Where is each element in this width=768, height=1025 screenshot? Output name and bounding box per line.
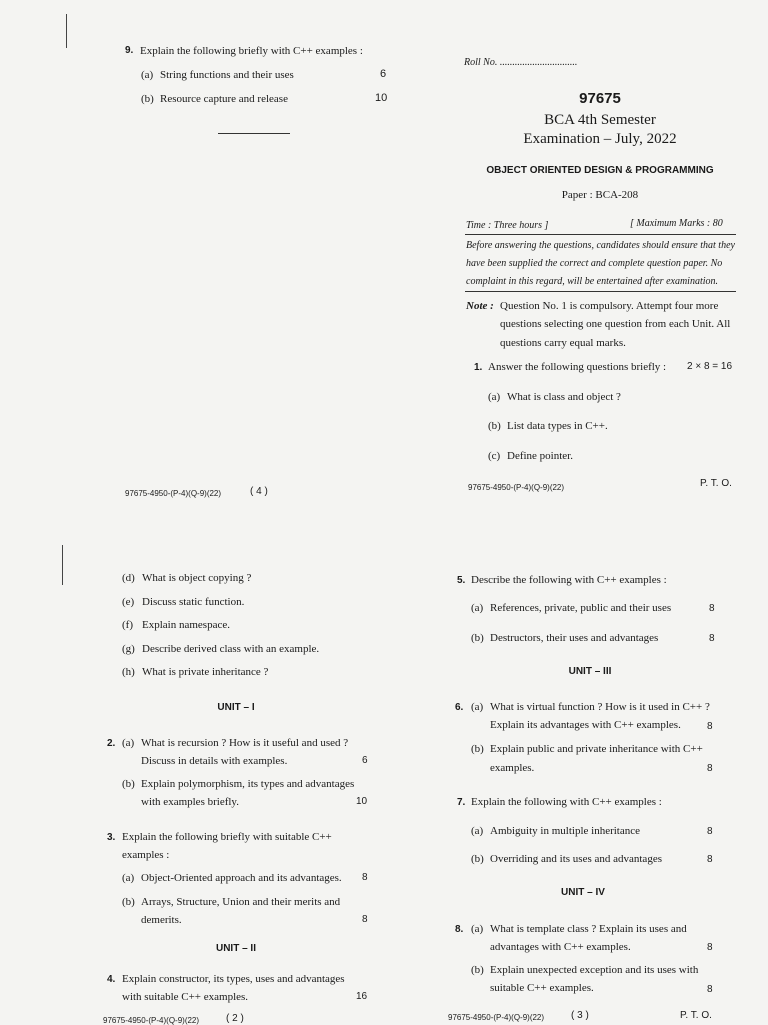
q8b-marks: 8: [707, 984, 713, 995]
unit-2-heading: UNIT – II: [215, 943, 256, 954]
q8a-line-1: What is template class ? Explain its uses and: [490, 923, 687, 935]
q8b-line-1: Explain unexpected exception and its uses with: [490, 964, 699, 976]
course-title: BCA 4th Semester: [544, 112, 656, 128]
q2b-line-1: Explain polymorphism, its types and advantages: [141, 778, 355, 790]
instruction-line-3: complaint in this regard, will be entertained after examination.: [466, 276, 719, 287]
q2a-line-2: Discuss in details with examples.: [141, 755, 288, 767]
q7b-text: Overriding and its uses and advantages: [490, 853, 662, 865]
q4-marks: 16: [356, 991, 368, 1002]
scan-mark: [62, 545, 63, 585]
q4-line-1: Explain constructor, its types, uses and advantages: [122, 973, 345, 985]
footer-code-p2: 97675-4950-(P-4)(Q-9)(22): [103, 1016, 200, 1025]
q7-number: 7.: [457, 797, 466, 808]
exam-title: Examination – July, 2022: [523, 131, 677, 147]
q1a-text: What is class and object ?: [507, 391, 621, 403]
q1-text: Answer the following questions briefly :: [488, 361, 667, 373]
q1c-text: Define pointer.: [507, 450, 573, 462]
q3a-label: (a): [122, 872, 135, 884]
q1d-label: (d): [122, 572, 135, 584]
instruction-line-1: Before answering the questions, candidates should ensure that they: [466, 240, 735, 251]
time-label: Time : Three hours ]: [466, 220, 549, 231]
q8a-line-2: advantages with C++ examples.: [490, 941, 631, 953]
q2-number: 2.: [107, 738, 116, 749]
q8a-label: (a): [471, 923, 484, 935]
q1f-text: Explain namespace.: [142, 619, 230, 631]
scan-mark: [66, 14, 67, 48]
q6a-line-2: Explain its advantages with C++ examples.: [490, 719, 681, 731]
q5b-marks: 8: [709, 633, 715, 644]
q9-text: Explain the following briefly with C++ examples :: [140, 45, 363, 57]
q1c-label: (c): [488, 450, 501, 462]
note-line-2: questions selecting one question from each Unit. All: [500, 318, 731, 330]
q4-line-2: with suitable C++ examples.: [122, 991, 249, 1003]
q9b-text: Resource capture and release: [160, 93, 288, 105]
q8a-marks: 8: [707, 942, 713, 953]
q7-text: Explain the following with C++ examples :: [471, 796, 662, 808]
q3b-marks: 8: [362, 914, 368, 925]
q2b-marks: 10: [356, 796, 368, 807]
subject-title: OBJECT ORIENTED DESIGN & PROGRAMMING: [486, 165, 714, 176]
q8b-label: (b): [471, 964, 484, 976]
q1e-label: (e): [122, 596, 135, 608]
q5a-marks: 8: [709, 603, 715, 614]
q7a-marks: 8: [707, 826, 713, 837]
q6-number: 6.: [455, 702, 464, 713]
q5a-text: References, private, public and their uses: [490, 602, 672, 614]
q8-number: 8.: [455, 924, 464, 935]
q3b-label: (b): [122, 896, 135, 908]
q9a-text: String functions and their uses: [160, 69, 294, 81]
q1b-label: (b): [488, 420, 501, 432]
q5b-label: (b): [471, 632, 484, 644]
q6b-label: (b): [471, 743, 484, 755]
q7a-text: Ambiguity in multiple inheritance: [490, 825, 640, 837]
q3-line-1: Explain the following briefly with suitable C++: [122, 831, 332, 843]
footer-pto-p3: P. T. O.: [680, 1010, 712, 1021]
q3-number: 3.: [107, 832, 116, 843]
paper-title: Paper : BCA-208: [561, 189, 639, 201]
footer-code-p1: 97675-4950-(P-4)(Q-9)(22): [468, 483, 565, 492]
roll-no: Roll No. ...............................: [464, 57, 578, 68]
q6b-marks: 8: [707, 763, 713, 774]
paper-code: 97675: [579, 90, 621, 107]
unit-1-heading: UNIT – I: [217, 702, 255, 713]
q2a-marks: 6: [362, 755, 368, 766]
q4-number: 4.: [107, 974, 116, 985]
footer-code-p3: 97675-4950-(P-4)(Q-9)(22): [448, 1013, 545, 1022]
footer-page-p3: ( 3 ): [571, 1010, 589, 1021]
footer-code-p4: 97675-4950-(P-4)(Q-9)(22): [125, 489, 222, 498]
q6b-line-2: examples.: [490, 762, 535, 774]
q3a-marks: 8: [362, 872, 368, 883]
q9a-marks: 6: [380, 68, 387, 80]
max-marks: [ Maximum Marks : 80: [630, 218, 723, 229]
q3b-line-2: demerits.: [141, 914, 182, 926]
q5-text: Describe the following with C++ examples :: [471, 574, 667, 586]
instruction-rule: [465, 291, 736, 292]
q5b-text: Destructors, their uses and advantages: [490, 632, 659, 644]
q9b-marks: 10: [375, 92, 388, 104]
q2a-line-1: What is recursion ? How is it useful and used ?: [141, 737, 349, 749]
note-line-3: questions carry equal marks.: [500, 337, 626, 349]
q9-number: 9.: [125, 45, 134, 56]
q2b-label: (b): [122, 778, 135, 790]
q1-marks: 2 × 8 = 16: [687, 361, 733, 372]
q1e-text: Discuss static function.: [142, 596, 245, 608]
q1-number: 1.: [474, 362, 483, 373]
q1a-label: (a): [488, 391, 501, 403]
unit-3-heading: UNIT – III: [568, 666, 612, 677]
note-label: Note :: [466, 300, 494, 312]
q3a-text: Object-Oriented approach and its advantages.: [141, 872, 342, 884]
q6a-line-1: What is virtual function ? How is it used in C++ ?: [490, 701, 710, 713]
q3-line-2: examples :: [122, 849, 170, 861]
q6a-label: (a): [471, 701, 484, 713]
q7b-marks: 8: [707, 854, 713, 865]
q6b-line-1: Explain public and private inheritance with C++: [490, 743, 703, 755]
q1g-label: (g): [122, 643, 135, 655]
q7a-label: (a): [471, 825, 484, 837]
header-rule: [465, 234, 736, 235]
q1f-label: (f): [122, 619, 133, 631]
q1b-text: List data types in C++.: [507, 420, 608, 432]
q5-number: 5.: [457, 575, 466, 586]
q9b-label: (b): [141, 93, 154, 105]
q8b-line-2: suitable C++ examples.: [490, 982, 594, 994]
q1h-label: (h): [122, 666, 135, 678]
q1g-text: Describe derived class with an example.: [142, 643, 320, 655]
unit-4-heading: UNIT – IV: [561, 887, 605, 898]
footer-page-p2: ( 2 ): [226, 1013, 244, 1024]
end-rule: [218, 133, 290, 134]
note-line-1: Question No. 1 is compulsory. Attempt four more: [500, 300, 719, 312]
q1h-text: What is private inheritance ?: [142, 666, 269, 678]
q7b-label: (b): [471, 853, 484, 865]
q1d-text: What is object copying ?: [142, 572, 252, 584]
footer-page-p4: ( 4 ): [250, 486, 268, 497]
q5a-label: (a): [471, 602, 484, 614]
footer-pto-p1: P. T. O.: [700, 478, 732, 489]
q2b-line-2: with examples briefly.: [141, 796, 239, 808]
q2a-label: (a): [122, 737, 135, 749]
q6a-marks: 8: [707, 721, 713, 732]
q9a-label: (a): [141, 69, 154, 81]
q3b-line-1: Arrays, Structure, Union and their merits and: [141, 896, 341, 908]
instruction-line-2: have been supplied the correct and complete question paper. No: [466, 258, 723, 269]
